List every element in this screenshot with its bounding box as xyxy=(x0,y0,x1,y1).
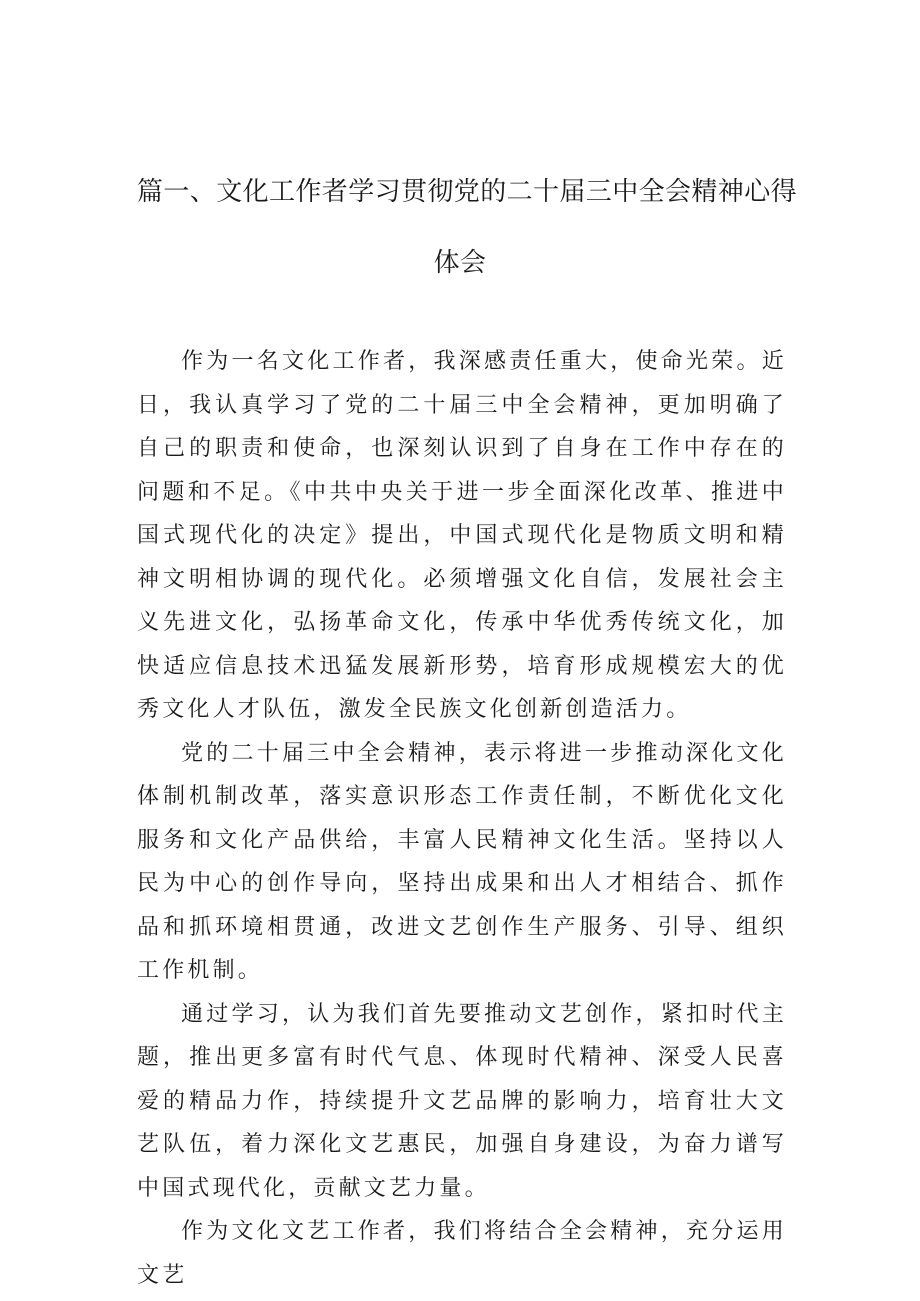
paragraph-3: 通过学习，认为我们首先要推动文艺创作，紧扣时代主题，推出更多富有时代气息、体现时代精神、深受人民喜爱的精品力作，持续提升文艺品牌的影响力，培育壮大文艺队伍，着力深化文艺惠民，加强自身建设，为奋力谱写中国式现代化，贡献文艺力量。 xyxy=(137,1001,787,1201)
document-title-line-1: 篇一、文化工作者学习贯彻党的二十届三中全会精神心得 xyxy=(137,177,798,207)
document-title-line-2: 体会 xyxy=(433,248,487,278)
paragraph-1: 作为一名文化工作者，我深感责任重大，使命光荣。近日，我认真学习了党的二十届三中全会精神，更加明确了自己的职责和使命，也深刻认识到了自身在工作中存在的问题和不足。《中共中央关于进一步全面深化改革、推进中国式现代化的决定》提出，中国式现代化是物质文明和精神文明相协调的现代化。必须增强文化自信，发展社会主义先进文化，弘扬革命文化，传承中华优秀传统文化，加快适应信息技术迅猛发展新形势，培育形成规模宏大的优秀文化人才队伍，激发全民族文化创新创造活力。 xyxy=(137,349,787,722)
document-body xyxy=(137,340,787,1297)
paragraph-2: 党的二十届三中全会精神，表示将进一步推动深化文化体制机制改革，落实意识形态工作责任制，不断优化文化服务和文化产品供给，丰富人民精神文化生活。坚持以人民为中心的创作导向，坚持出成果和出人才相结合、抓作品和抓环境相贯通，改进文艺创作生产服务、引导、组织工作机制。 xyxy=(137,740,787,983)
paragraph-4: 作为文化文艺工作者，我们将结合全会精神，充分运用文艺 xyxy=(137,1219,787,1288)
